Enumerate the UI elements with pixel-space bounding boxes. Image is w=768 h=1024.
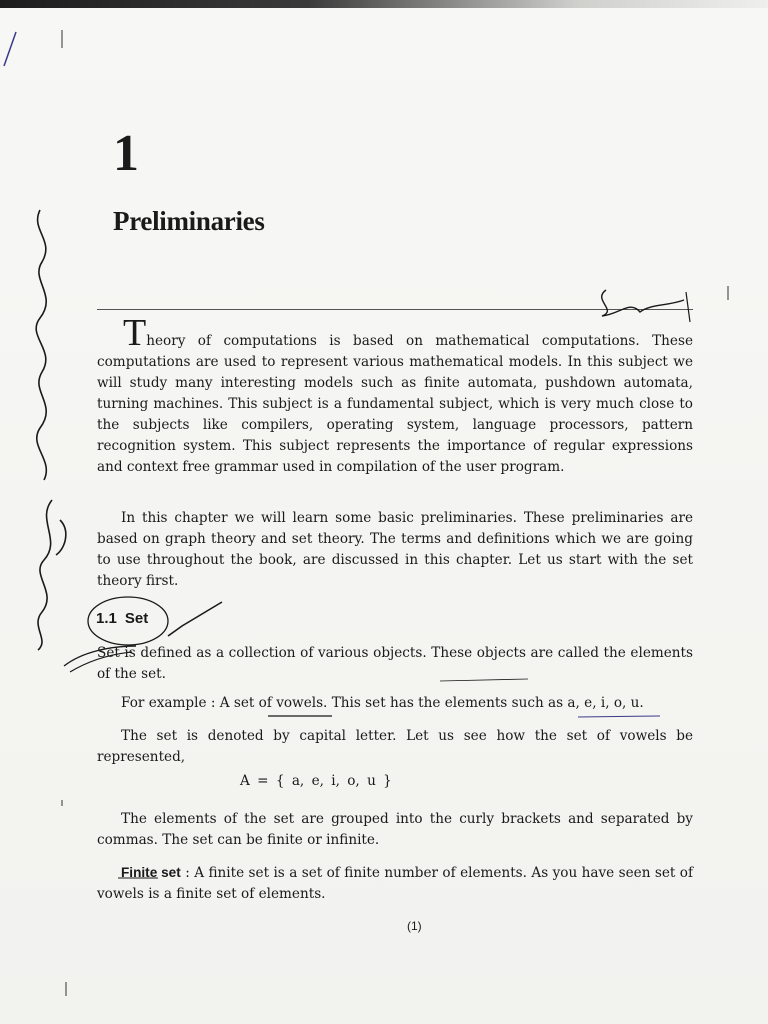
finite-set-term: Finite set bbox=[121, 865, 181, 880]
chapter-number: 1 bbox=[113, 125, 139, 182]
intro-paragraph bbox=[97, 312, 693, 478]
chapter-title: Preliminaries bbox=[113, 206, 265, 236]
section-title: Set bbox=[124, 610, 149, 627]
finite-set-paragraph bbox=[97, 862, 693, 905]
header-rule bbox=[97, 309, 693, 310]
overview-paragraph: In this chapter we will learn some basic preliminaries. These preliminaries are based on graph theory and set theory. The terms and definitions which we are going to use throughout the book, are discussed in this chapter. Let us start with the set theory first. bbox=[97, 510, 693, 589]
set-example: For example : A set of vowels. This set has the elements such as a, e, i, o, u. bbox=[121, 695, 644, 711]
page-number: (1) bbox=[407, 919, 422, 933]
set-grouping: The elements of the set are grouped into the curly brackets and separated by commas. The set can be finite or infinite. bbox=[97, 811, 693, 848]
page-top-edge bbox=[0, 0, 768, 8]
section-number: 1.1 bbox=[96, 610, 117, 627]
finite-set-text: : A finite set is a set of finite number of elements. As you have seen set of vowels is a finite set of elements. bbox=[97, 865, 694, 902]
set-definition: Set is defined as a collection of various objects. These objects are called the elements of the set. bbox=[97, 645, 693, 682]
intro-text: heory of computations is based on mathematical computations. These computations are used to represent various mathematical models. In this subject we will study many interesting models such as finite automata, pushdown automata, turning machines. This subject is a fundamental subject, which is very much close to the subjects like compilers, operating system, language processors, pattern recognition system. This subject represents the importance of regular expressions and context free grammar used in compilation of the user program. bbox=[97, 333, 693, 475]
set-denotation: The set is denoted by capital letter. Let us see how the set of vowels be represented, bbox=[97, 728, 693, 765]
drop-cap: T bbox=[123, 312, 147, 354]
margin-signature bbox=[36, 210, 66, 650]
section-heading bbox=[96, 610, 148, 627]
vowel-set-formula: A = { a, e, i, o, u } bbox=[240, 773, 392, 789]
